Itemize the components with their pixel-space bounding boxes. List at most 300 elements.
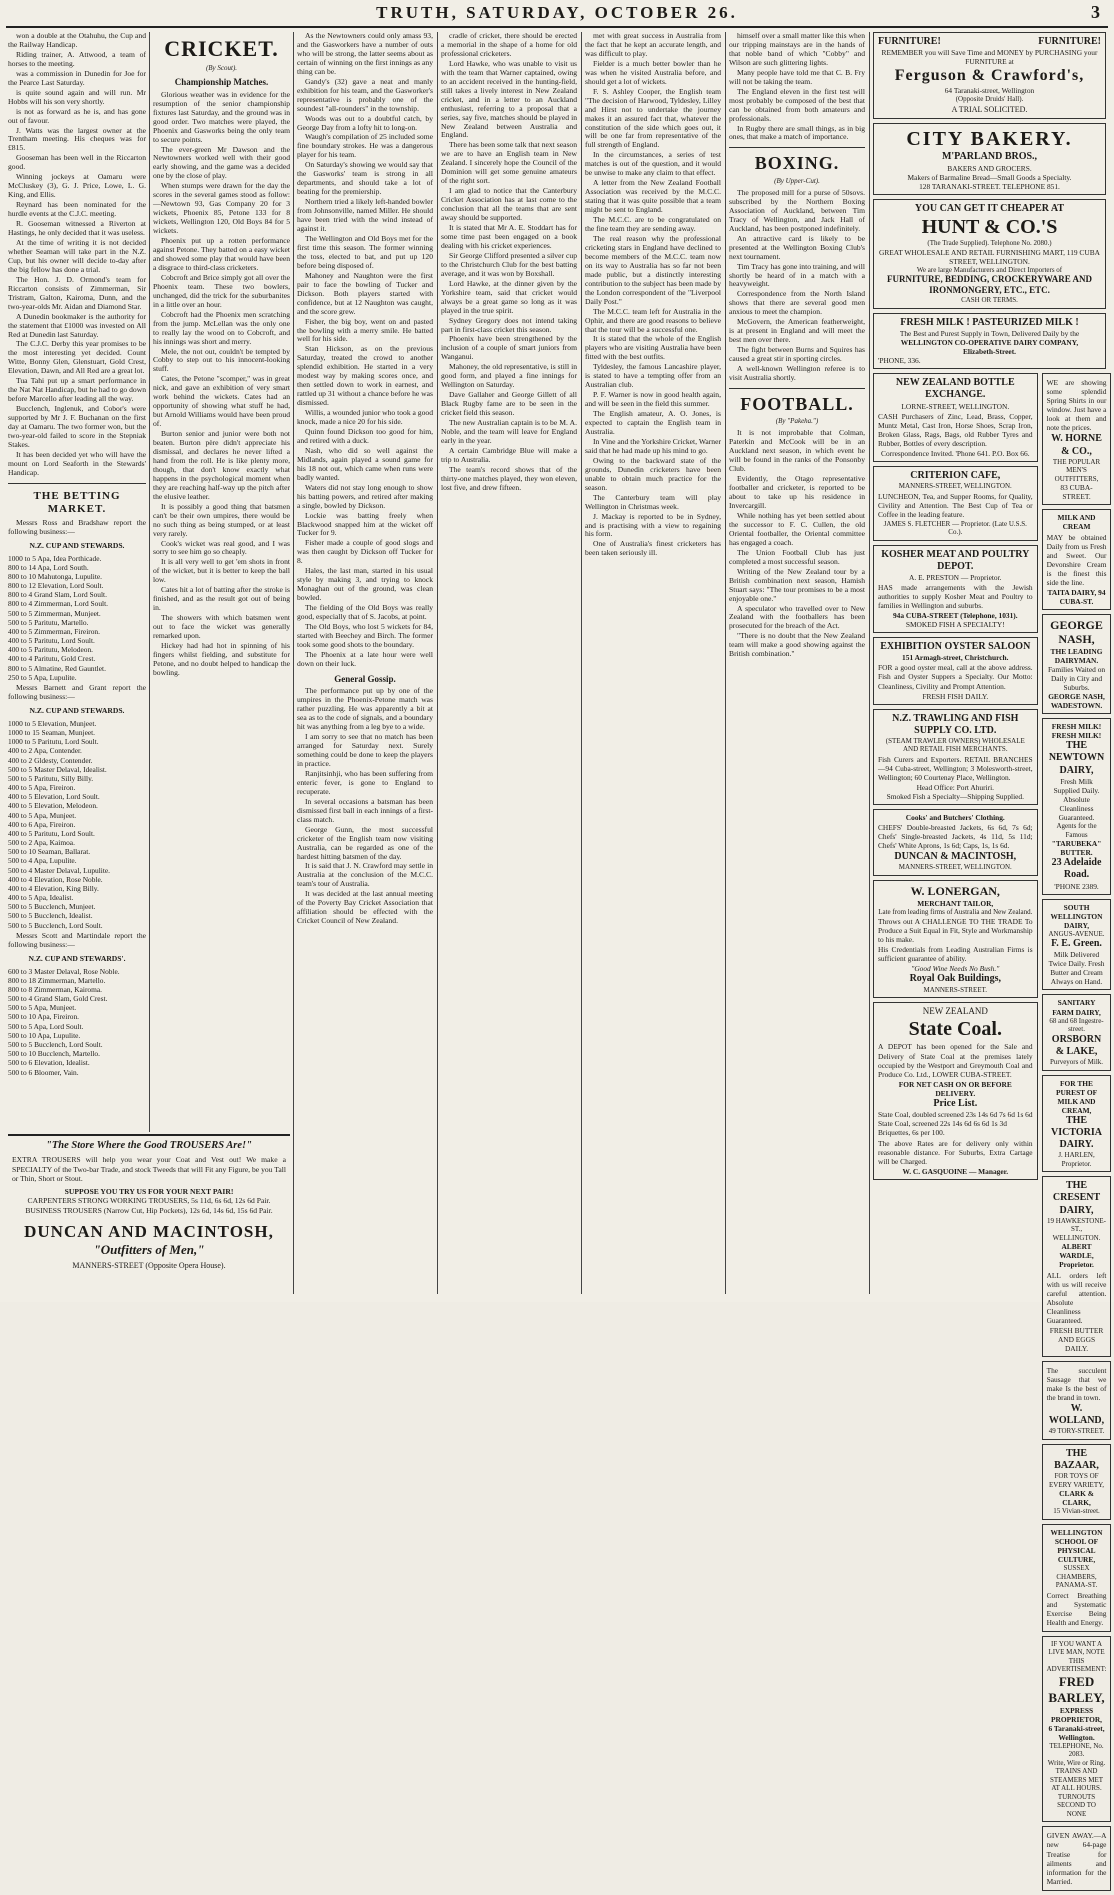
- article-paragraph: It is stated that the whole of the English players who are visiting Australia have been fitted with the best outfits.: [585, 334, 721, 362]
- article-paragraph: Fisher, the big boy, went on and pasted the bowling with a merry smile. He batted well for his side.: [297, 316, 433, 344]
- list-item: 500 to 6 Elevation, Idealist.: [8, 1058, 90, 1068]
- trawling-office: Head Office: Port Ahuriri.: [916, 783, 995, 793]
- column-cricket-continued: [297, 32, 433, 1294]
- milk-cream-advert: [1042, 509, 1112, 609]
- tarubeka: "TARUBEKA" BUTTER.: [1051, 839, 1102, 858]
- article-paragraph: Mele, the not out, couldn't be tempted by Cobby to step out to his innocent-looking stuff.: [153, 346, 290, 374]
- hunt-terms: CASH OR TERMS.: [961, 296, 1018, 305]
- cricket-title: CRICKET.: [164, 36, 279, 61]
- divider: [729, 388, 865, 389]
- list-item: 400 to 5 Apa, Fireiron.: [8, 783, 76, 793]
- bottle-exchange-name: NEW ZEALAND BOTTLE EXCHANGE.: [895, 377, 1015, 401]
- bottle-exchange-advert: [873, 373, 1038, 462]
- tarubeka-phone: 'PHONE 2389.: [1054, 881, 1099, 891]
- article-paragraph: A well-known Wellington referee is to visit Australia shortly.: [729, 364, 865, 382]
- swd-address: ANGUS-AVENUE.: [1048, 929, 1105, 938]
- milk-body: The Best and Purest Supply in Town, Delivered Daily by the: [899, 329, 1080, 339]
- boxing-byline: (By Upper-Cut).: [774, 176, 820, 185]
- horne-advert: [1042, 373, 1112, 505]
- criterion-cafe-advert: [873, 466, 1038, 541]
- article-paragraph: Cook's wicket was real good, and I was sorry to see him go so cheaply.: [153, 538, 290, 557]
- article-paragraph: Hales, the last man, started in his usual style by making 3, and trying to knock Monaghan out of the ground, was clean bowled.: [297, 566, 433, 603]
- list-item: 400 to 5 Elevation, Lord Soult.: [8, 792, 100, 802]
- list-item: 800 to 4 Grand Slam, Lord Soult.: [8, 590, 107, 600]
- list-item: 500 to 10 Apa, Lupulite.: [8, 1030, 81, 1040]
- cooks-address: MANNERS-STREET, WELLINGTON.: [898, 863, 1012, 872]
- article-paragraph: As the Newtowners could only amass 93, and the Gasworkers have a number of outs who will be strong, the latter seems about as certain of winning on the first innings as any thing can be.: [297, 31, 433, 76]
- article-paragraph: A speculator who travelled over to New Zealand with the footballers has been prosecuted for the breach of the Act.: [729, 603, 865, 631]
- list-item: 400 to 2 Gldesty, Contender.: [8, 755, 93, 765]
- lonergan-subtitle: Late from leading firms of Australia and New Zealand.: [878, 907, 1033, 916]
- bottle-exchange-address: LORNE-STREET, WELLINGTON.: [901, 401, 1010, 411]
- article-paragraph: R. Gooseman witnessed a Riverton at Hastings, he only decided that it was useless.: [8, 219, 146, 238]
- article-paragraph: The Phoenix at a late hour were well down on their luck.: [297, 649, 433, 668]
- list-item: 800 to 12 Elevation, Lord Soult.: [8, 581, 104, 591]
- trousers-firm: DUNCAN AND MACINTOSH,: [24, 1222, 274, 1242]
- lonergan-motto: "Good Wine Needs No Bush.": [911, 964, 1000, 974]
- list-item: 1000 to 5 Elevation, Munjeet.: [8, 718, 97, 728]
- article-paragraph: Fielder is a much better bowler than he was when he visited Australia before, and should get a lot of wickets.: [585, 58, 721, 86]
- article-paragraph: Mahoney and Naughton were the first pair to face the bowling of Tucker and Dickson. Both players started with confidence, but at 12 Naughton was caught, and the score grew.: [297, 270, 433, 316]
- column-advertisements: [873, 32, 1107, 1886]
- cooks-body: CHEFS' Double-breasted Jackets, 6s 6d, 7s 6d; Chefs' Single-breasted Jackets, 4s 11d, 5s 11d; Chefs' White Aprons, 1s 6d; Caps, 1s, 1s 6d.: [878, 823, 1033, 851]
- cricket-subtitle: Championship Matches.: [174, 77, 269, 88]
- betting-intro: Messrs Barnett and Grant report the following business:—: [8, 682, 146, 701]
- list-item: 800 to 5 Almatine, Red Gauntlet.: [8, 663, 106, 673]
- list-item: 500 to 5 Bucclench, Munjeet.: [8, 902, 96, 912]
- swd-owner: F. E. Green.: [1051, 938, 1102, 950]
- list-item: 500 to 5 Apa, Munjeet.: [8, 1003, 77, 1013]
- bazaar-advert: [1042, 1444, 1112, 1520]
- crescent-dairy-advert: [1042, 1176, 1112, 1357]
- crescent-eggs: FRESH BUTTER AND EGGS DAILY.: [1049, 1325, 1104, 1353]
- oyster-saloon-advert: [873, 637, 1038, 704]
- furniture-heading: FURNITURE!: [1038, 36, 1101, 47]
- bakery-description: Makers of Barmaline Bread—Small Goods a Specialty.: [907, 172, 1072, 182]
- barley-phone: TELEPHONE, No. 2083.: [1049, 1741, 1104, 1759]
- article-paragraph: It is possibly a good thing that batsmen can't be their own umpires, there would be no such thing as being stumped, or at least very rarely.: [153, 501, 290, 538]
- article-paragraph: It has been decided yet who will have the mount on Lord Seaforth in the Stewards' Handicap.: [8, 449, 146, 477]
- article-paragraph: Burton senior and junior were both not beaten. Burton père didn't appreciate his dismissal, and declares he never lifted a hand from the roll. He is like plenty more, though, that don't know exactly what happens in the psychological moment when they are reaching half-way up the pitch after the elusive leather.: [153, 429, 290, 501]
- article-paragraph: Fisher made a couple of good slogs and was then caught by Dickson off Tucker for 8.: [297, 538, 433, 566]
- boxing-title: BOXING.: [754, 153, 840, 174]
- article-paragraph: When stumps were drawn for the day the scores in the several games stood as follow:—Newtown 93, Gas Company 20 for 3 wickets, Phoenix 85, Petone 133 for 8 wickets, Wellington 120, Old Boys 84 for 5 wickets.: [153, 181, 290, 236]
- column-rule: [581, 32, 582, 1294]
- article-paragraph: F. S. Ashley Cooper, the English team "The decision of Harwood, Tyldesley, Lilley and Hirst not to undertake the journey makes it an assured fact that, whatever the constitution of the side which goes out, it will be one far from representative of the full strength of England.: [585, 86, 721, 150]
- oyster-fresh: FRESH FISH DAILY.: [922, 691, 989, 701]
- list-item: 400 to 6 Apa, Fireiron.: [8, 819, 76, 829]
- coal-manager: W. C. GASQUOINE — Manager.: [902, 1167, 1009, 1177]
- list-item: 800 to 4 Zimmerman, Lord Soult.: [8, 599, 108, 609]
- lonergan-name: W. LONERGAN,: [910, 884, 1000, 899]
- coal-price-list: [878, 1110, 1033, 1138]
- oyster-name: EXHIBITION OYSTER SALOON: [880, 641, 1031, 653]
- sanitary-dairy-advert: [1042, 994, 1112, 1070]
- furniture-opposite: (Opposite Druids' Hall).: [955, 94, 1024, 103]
- trial-solicited: A TRIAL SOLICITED.: [951, 105, 1028, 115]
- list-item: 400 to 2 Apa, Contender.: [8, 746, 82, 756]
- furniture-address: 64 Taranaki-street, Wellington: [944, 85, 1035, 95]
- milk-cream-heading: MILK AND CREAM: [1057, 513, 1096, 532]
- city-bakery-advert: [873, 123, 1106, 195]
- criterion-body: LUNCHEON, Tea, and Supper Rooms, for Quality, Civility and Attention. The Best Cup of Tea or Coffee in the leading feature.: [878, 491, 1033, 519]
- victoria-dairy-advert: [1042, 1075, 1112, 1173]
- trawling-smoked: Smoked Fish a Specialty—Shipping Supplied.: [886, 792, 1024, 802]
- article-paragraph: The proposed mill for a purse of 50sovs. subscribed by the Northern Boxing Association of Auckland, between Tim Tracy of Wellington, and Jack Hall of Auckland, has been postponed indefinitely.: [729, 187, 865, 233]
- hunt-trade: (The Trade Supplied). Telephone No. 2080.): [927, 239, 1052, 248]
- crescent-address: 19 HAWKESTONE-ST., WELLINGTON.: [1047, 1216, 1107, 1242]
- article-paragraph: It was decided at the last annual meeting of the Poverty Bay Cricket Association that affiliation should be effected with the Cricket Council of New Zealand.: [297, 889, 433, 926]
- article-paragraph: On Saturday's showing we would say that the Gasworks' team is strong in all departments, and should take a lot of beating for the premiership.: [297, 160, 433, 197]
- article-paragraph: Writing of the New Zealand tour by a British combination next season, Hamish Stuart says: "The tour promises to be a most enjoyable one.": [729, 566, 865, 603]
- article-paragraph: Tua Tahi put up a smart performance in the Nat Nat Handicap, but he had to go down before Marcello after leading all the way.: [8, 376, 146, 404]
- victoria-owner: J. HARLEN, Proprietor.: [1058, 1151, 1095, 1168]
- sanitary-name: SANITARY FARM DAIRY,: [1052, 998, 1101, 1017]
- school-name: WELLINGTON SCHOOL OF PHYSICAL CULTURE,: [1050, 1527, 1103, 1564]
- list-item: 400 to 5 Elevation, Melodeon.: [8, 801, 98, 811]
- list-item: 400 to 4 Paritutu, Gold Crest.: [8, 654, 96, 664]
- article-paragraph: Sir George Clifford presented a silver cup to the Christchurch Club for the best batting average, and it was won by Boxshall.: [441, 250, 577, 278]
- bazaar-firm: CLARK & CLARK,: [1059, 1489, 1094, 1508]
- bakery-name: CITY BAKERY.: [906, 128, 1073, 151]
- article-paragraph: The M.C.C. are to be congratulated on the fine team they are sending away.: [585, 215, 721, 234]
- cooks-firm: DUNCAN & MACINTOSH,: [894, 851, 1017, 863]
- article-paragraph: Ranjitsinhji, who has been suffering from enteric fever, is gone to England to recuperate.: [297, 768, 433, 796]
- article-paragraph: The showers with which batsmen went out to face the wicket was generally remarked upon.: [153, 613, 290, 641]
- masthead: TRUTH, SATURDAY, OCTOBER 26.: [376, 3, 738, 22]
- ads-left-stack: [873, 373, 1038, 1894]
- kosher-name: KOSHER MEAT AND POULTRY DEPOT.: [881, 548, 1030, 572]
- horne-subtitle: THE POPULAR MEN'S OUTFITTERS,: [1052, 457, 1101, 483]
- lonergan-advert: [873, 880, 1038, 998]
- lonergan-trade: MERCHANT TAILOR,: [917, 898, 994, 908]
- article-paragraph: In Vine and the Yorkshire Cricket, Warner said that he had made up his mind to go.: [585, 436, 721, 455]
- article-paragraph: It is not improbable that Colman, Paterkin and McCook will be in an Auckland next season, in which event he will be found in the ranks of the Ponsonby Club.: [729, 428, 865, 474]
- royal-oak-address: MANNERS-STREET.: [923, 985, 988, 994]
- nash-body: Families Waited on Daily in City and Suburbs.: [1047, 665, 1106, 693]
- milk-heading: FRESH MILK ! PASTEURIZED MILK !: [900, 316, 1079, 328]
- list-item: 400 to 5 Paritutu, Melodeon.: [8, 645, 93, 655]
- barley-turnouts: TURNOUTS SECOND TO NONE: [1057, 1792, 1096, 1818]
- article-paragraph: Riding trainer, A. Attwood, a team of horses to the meeting.: [8, 49, 146, 68]
- article-paragraph: A certain Cambridge Blue will make a trip to Australia.: [441, 445, 577, 464]
- coal-price-title: Price List.: [933, 1097, 978, 1109]
- school-body: Correct Breathing and Systematic Exercise Being Health and Energy.: [1046, 1590, 1107, 1627]
- list-item: State Coal, doubled screened 23s 14s 6d 7s 6d 1s 6d: [878, 1109, 1033, 1119]
- english-team-notes: [585, 32, 721, 558]
- kosher-smoked: SMOKED FISH A SPECIALTY!: [905, 620, 1005, 630]
- list-item: Briquettes, 6s per 100.: [878, 1128, 945, 1138]
- article-paragraph: A Dunedin bookmaker is the authority for the statement that £1000 was invested on All Red at Dunedin last Saturday.: [8, 311, 146, 339]
- article-paragraph: Cobcroft and Brice simply got all over the Phoenix team. These two bowlers, unchanged, did the trick for the suburbanites in a little over an hour.: [153, 272, 290, 309]
- article-paragraph: A letter from the New Zealand Football Association was received by the M.C.C. stating that it was quite possible that a team might be sent to England.: [585, 178, 721, 215]
- list-item: 600 to 3 Master Delaval, Rose Noble.: [8, 966, 120, 976]
- horne-address: 83 CUBA-STREET.: [1060, 483, 1093, 502]
- nash-name: GEORGE NASH,: [1050, 617, 1103, 647]
- state-coal-advert: [873, 1002, 1038, 1180]
- article-paragraph: It is stated that Mr A. E. Stoddart has for some time past been engaged on a book dealing with his cricket experiences.: [441, 223, 577, 250]
- article-paragraph: Quinn found Dickson too good for him, and retired with a duck.: [297, 426, 433, 445]
- football-body: [729, 429, 865, 659]
- oyster-body: FOR a good oyster meal, call at the above address. Fish and Oyster Suppers a Specialty. Our Motto: Cleanliness, Civility and Prompt Attention.: [878, 663, 1033, 691]
- article-paragraph: Woods was out to a doubtful catch, by George Day from a lofty hit to long-on.: [297, 113, 433, 132]
- barley-subtitle: EXPRESS PROPRIETOR,: [1051, 1705, 1103, 1724]
- list-item: 500 to 10 Bucclench, Martello.: [8, 1049, 100, 1059]
- criterion-name: CRITERION CAFE,: [910, 469, 1001, 481]
- list-item: 500 to 10 Seaman, Ballarat.: [8, 847, 91, 857]
- betting-list: [8, 719, 146, 930]
- article-paragraph: The fight between Burns and Squires has caused a great stir in sporting circles.: [729, 345, 865, 364]
- article-paragraph: Nash, who did so well against the Midlands, again played a sound game for his 18 not out, which came when runs were badly wanted.: [297, 445, 433, 482]
- betting-intro: Messrs Scott and Martindale report the following business:—: [8, 930, 146, 949]
- article-paragraph: is quite sound again and will run. Mr Hobbs will his son very shortly.: [8, 87, 146, 106]
- barley-address: 6 Taranaki-street, Wellington.: [1048, 1723, 1105, 1742]
- article-paragraph: The M.C.C. team left for Australia in the Ophir, and there are good reasons to believe that the tour will be a successful one.: [585, 306, 721, 334]
- article-paragraph: J. Watts was the largest owner at the Trentham meeting. His cheques was for £815.: [8, 125, 146, 153]
- bottle-exchange-body: CASH Purchasers of Zinc, Lead, Brass, Copper, Muntz Metal, Cast Iron, Horse Shoes, Scrap Iron, Broken Glass, Rags, Bags, old Rubber Tyres and Rubber, Bottles of every description.: [878, 411, 1033, 448]
- bazaar-name: THE BAZAAR,: [1054, 1447, 1099, 1472]
- article-paragraph: Sydney Gregory does not intend taking part in first-class cricket this season.: [441, 315, 577, 334]
- barley-write: Write, Wire or Ring.: [1047, 1758, 1106, 1767]
- list-item: 500 to 5 Bucclench, Lord Soult.: [8, 1040, 103, 1049]
- list-item: 500 to 4 Master Delaval, Lupulite.: [8, 865, 111, 875]
- milk-phone: 'PHONE, 336.: [878, 356, 921, 366]
- list-item: 400 to 5 Apa, Idealist.: [8, 893, 74, 903]
- cooks-clothing-advert: [873, 809, 1038, 876]
- physical-culture-advert: [1042, 1524, 1112, 1632]
- article-paragraph: Gandy's (32) gave a neat and manly exhibition for his team, and the Gasworker's representative is probably one of the soundest "all-rounders" in the township.: [297, 76, 433, 113]
- milk-cream-body: MAY be obtained Daily from us Fresh and Sweet. Our Devonshire Cream is the finest this side the line.: [1046, 532, 1107, 587]
- article-paragraph: Dave Gallaher and George Gillett of all Black Rugby fame are to be seen in the cricket field this season.: [441, 390, 577, 418]
- list-item: 800 to 8 Zimmerman, Kairoma.: [8, 984, 103, 994]
- article-paragraph: The real reason why the professional cricketing stars in England have declined to become members of the M.C.C. team now on its way to Australia has so far not been made public, but a distinctly interesting contribution to the subject has been made by the London correspondent of the "Liverpool Daily Post.": [585, 233, 721, 306]
- list-item: 500 to 6 Bloomer, Vain.: [8, 1067, 79, 1077]
- column-cricket-gossip: [441, 32, 577, 1294]
- article-paragraph: Glorious weather was in evidence for the resumption of the senior championship fixtures last Saturday, and the ground was in good order. Two matches were played, the Phoenix and Gasworks being the only team to secure points.: [153, 89, 290, 144]
- article-paragraph: Phoenix have been strengthened by the inclusion of a couple of smart juniors from Wanganui.: [441, 334, 577, 362]
- furniture-advert: [873, 32, 1106, 119]
- column-rule: [149, 32, 150, 1132]
- betting-title: THE BETTING MARKET.: [33, 489, 121, 515]
- wolland-address: 49 TORY-STREET.: [1048, 1427, 1105, 1436]
- barley-trains: TRAINS AND STEAMERS MET AT ALL HOURS.: [1049, 1767, 1104, 1793]
- betting-section: N.Z. CUP AND STEWARDS.: [29, 540, 125, 550]
- article-paragraph: The Union Football Club has just completed a most successful season.: [729, 547, 865, 566]
- list-item: 1000 to 5 Apa, Idea Porthicade.: [8, 553, 102, 563]
- article-paragraph: "There is no doubt that the New Zealand team will make a good showing against the British combination.": [729, 631, 865, 659]
- article-paragraph: is not as forward as he is, and has gone out of favour.: [8, 106, 146, 125]
- betting-section: N.Z. CUP AND STEWARDS'.: [28, 953, 126, 963]
- column-cricket: [153, 32, 290, 1130]
- ads-right-stack: [1042, 373, 1112, 1894]
- list-item: State Coal, screened 22s 14s 6d 6s 6d 1s 3d: [878, 1119, 1007, 1129]
- purest-heading: FOR THE PUREST OF MILK AND CREAM,: [1055, 1078, 1098, 1115]
- hunt-goods: FURNITURE, BEDDING, CROCKERYWARE AND IRONMONGERY, ETC., ETC.: [887, 274, 1092, 296]
- list-item: 400 to 4 Elevation, King Billy.: [8, 883, 99, 893]
- football-byline: (By "Pakeha."): [775, 417, 819, 426]
- list-item: 500 to 5 Paritutu, Martello.: [8, 617, 89, 627]
- coal-terms: FOR NET CASH ON OR BEFORE DELIVERY.: [898, 1079, 1012, 1098]
- coal-name: State Coal.: [908, 1018, 1002, 1041]
- article-paragraph: Tyldesley, the famous Lancashire player, is stated to have a tempting offer from an Australian club.: [585, 362, 721, 390]
- article-paragraph: Winning jockeys at Oamaru were McCluskey (3), G. J. Price, Lowe, L. G. King, and Ellis.: [8, 172, 146, 200]
- list-item: 500 to 4 Apa, Lupulite.: [8, 856, 77, 866]
- trawling-advert: [873, 709, 1038, 806]
- bazaar-subtitle: FOR TOYS OF EVERY VARIETY,: [1049, 1472, 1105, 1489]
- article-paragraph: cradle of cricket, there should be erected a memorial in the shape of a home for old professional cricketers.: [441, 31, 577, 58]
- cricket-body: [153, 91, 290, 678]
- crescent-name: THE CRESENT DAIRY,: [1052, 1180, 1101, 1216]
- coal-body: A DEPOT has been opened for the Sale and Delivery of State Coal at the premises lately occupied by the Westport and Greymouth Coal and Produce Co. Ltd., LOWER CUBA-STREET.: [878, 1042, 1033, 1079]
- column-english-team: [585, 32, 721, 1294]
- article-paragraph: In the circumstances, a series of test matches is out of the question, and it would be unwise to make any claim to that effect.: [585, 150, 721, 178]
- article-paragraph: One of Australia's finest cricketers has been taken seriously ill.: [585, 539, 721, 558]
- furniture-firm: Ferguson & Crawford's,: [894, 67, 1085, 85]
- article-paragraph: himself over a small matter like this when our tripping mainstays are in the hands of that noble band of which "Cobby" and Wilson are such glittering lights.: [729, 31, 865, 67]
- wolland-name: W. WOLLAND,: [1048, 1402, 1105, 1427]
- article-paragraph: Northern tried a likely left-handed bowler from Johnsonville, named Miller. He should have been tried with the wind instead of against it.: [297, 197, 433, 234]
- masthead-rule: [6, 26, 1108, 28]
- betting-list: [8, 967, 146, 1077]
- list-item: 400 to 4 Elevation, Rose Noble.: [8, 874, 103, 884]
- article-paragraph: The performance put up by one of the umpires in the Phoenix-Petone match was rather puzzling. He was apparently a bit at sea as to the code of signals, and a boundary hit was anything from a leg bye to a wide.: [297, 686, 433, 732]
- article-paragraph: There has been some talk that next season we are to have an English team in New Zealand. I sincerely hope the Council of the Dominion will get some genuine amateurs of the right sort.: [441, 140, 577, 186]
- article-paragraph: McGovern, the American featherweight, is at present in England and will meet the best men over there.: [729, 317, 865, 345]
- list-item: 500 to 5 Apa, Lord Soult.: [8, 1021, 84, 1031]
- betting-section: N.Z. CUP AND STEWARDS.: [29, 705, 125, 715]
- given-away-advert: [1042, 1826, 1112, 1890]
- article-paragraph: While nothing has yet been settled about the successor to F. C. Cullen, the old Oriental footballer, the Oriental committee has engaged a coach.: [729, 511, 865, 547]
- trousers-line: CARPENTERS STRONG WORKING TROUSERS, 5s 11d, 6s 6d, 12s 6d Pair.: [27, 1196, 271, 1206]
- fred-barley-advert: [1042, 1636, 1112, 1823]
- coal-note: The above Rates are for delivery only within reasonable distance. For Suburbs, Extra Cartage will be Charged.: [878, 1139, 1033, 1167]
- column-rule: [869, 32, 870, 1294]
- hunt-firm: HUNT & CO.'S: [921, 215, 1058, 238]
- article-paragraph: I am glad to notice that the Canterbury Cricket Association has at last come to the conclusion that all the teams that are sent away should be supported.: [441, 186, 577, 223]
- article-paragraph: Cates hit a lot of batting after the stroke is finished, and as the result got out of being in.: [153, 585, 290, 613]
- article-paragraph: In several occasions a batsman has been dismissed first ball in each innings of a first-class match.: [297, 796, 433, 824]
- kosher-advert: [873, 545, 1038, 634]
- tarubeka-subtitle: Agents for the Famous: [1056, 822, 1097, 839]
- sanitary-subtitle: Purveyors of Milk.: [1049, 1057, 1104, 1066]
- article-paragraph: The ever-green Mr Dawson and the Newtowners worked well with their good early showing, and the game was a decided one by the close of play.: [153, 144, 290, 181]
- hunt-heading: YOU CAN GET IT CHEAPER AT: [914, 202, 1065, 214]
- furniture-heading: FURNITURE!: [878, 36, 941, 47]
- victoria-name: THE VICTORIA DAIRY.: [1051, 1114, 1102, 1151]
- page-number: 3: [1091, 2, 1100, 22]
- swd-name: SOUTH WELLINGTON DAIRY,: [1050, 902, 1103, 930]
- oyster-address: 151 Armagh-street, Christchurch.: [902, 653, 1009, 663]
- column-rule: [725, 32, 726, 1294]
- milk-address: Elizabeth-Street.: [962, 347, 1017, 357]
- article-paragraph: won a double at the Otahuhu, the Cup and the Railway Handicap.: [8, 31, 146, 49]
- swd-body: Milk Delivered Twice Daily. Fresh Butter and Cream Always on Hand.: [1048, 950, 1105, 987]
- south-wellington-dairy-advert: [1042, 899, 1112, 991]
- sanitary-firm: ORSBORN & LAKE,: [1051, 1033, 1102, 1057]
- article-paragraph: The Hon. J. D. Ormond's team for Riccarton consists of Zimmerman, Sir Tristram, Galton, Kairoma, Dunn, and the two-year-olds Mr. Aidan and Diamond Star.: [8, 274, 146, 311]
- kosher-address: 94a CUBA-STREET (Telephone, 1031).: [892, 611, 1018, 621]
- list-item: 500 to 10 Apa, Fireiron.: [8, 1012, 80, 1022]
- article-paragraph: I am sorry to see that no match has been arranged for Saturday next. Surely something could be done to keep the players in practice.: [297, 732, 433, 768]
- bakery-owners: M'PARLAND BROS.,: [941, 151, 1038, 163]
- article-paragraph: Many people have told me that C. B. Fry will not be taking the team.: [729, 67, 865, 86]
- criterion-owner: JAMES S. FLETCHER — Proprietor. (Late U.S.S. Co.).: [883, 519, 1027, 537]
- criterion-address: MANNERS-STREET, WELLINGTON.: [898, 481, 1012, 490]
- article-paragraph: The English amateur, A. O. Jones, is expected to captain the English team in Australia.: [585, 409, 721, 436]
- article-paragraph: Hickey had had hot in spinning of his fingers whilst fielding, and substitute for Petone, and no doubt helped to handicap the bowling.: [153, 641, 290, 677]
- list-item: 500 to 5 Master Delaval, Idealist.: [8, 764, 107, 774]
- article-paragraph: was a commission in Dunedin for Joe for the Pearce Last Saturday.: [8, 68, 146, 87]
- kosher-owner: A. E. PRESTON — Proprietor.: [909, 573, 1002, 583]
- article-paragraph: Reynard has been nominated for the hurdle events at the C.J.C. meeting.: [8, 200, 146, 219]
- article-paragraph: Phoenix put up a rotten performance against Petone. They batted on a easy wicket and showed some play that would have been a disgrace to third-class cricketers.: [153, 236, 290, 272]
- list-item: 500 to 2 Apa, Kaimoa.: [8, 838, 75, 848]
- trousers-address: MANNERS-STREET (Opposite Opera House).: [72, 1260, 226, 1270]
- hunt-subheading: We are large Manufacturers and Direct Importers of: [916, 265, 1063, 274]
- cricket-notes: [297, 32, 433, 669]
- list-item: 1000 to 15 Seaman, Munjeet.: [8, 727, 96, 737]
- article-paragraph: J. Mackay is reported to be in Sydney, and is practising with a view to regaining his form.: [585, 511, 721, 539]
- article-paragraph: The Wellington and Old Boys met for the first time this season. The former winning the toss, elected to bat, and put up 120 before being disposed of.: [297, 233, 433, 270]
- article-paragraph: The Canterbury team will play Wellington in Christmas week.: [585, 492, 721, 511]
- trousers-headline: "The Store Where the Good TROUSERS Are!": [46, 1140, 252, 1151]
- wolland-advert: [1042, 1361, 1112, 1440]
- article-paragraph: The Old Boys, who lost 5 wickets for 84, started with Beechey and Birch. The former took some good shots to the boundary.: [297, 622, 433, 649]
- betting-list: [8, 554, 146, 682]
- article-paragraph: Gooseman has been well in the Riccarton good.: [8, 153, 146, 172]
- sanitary-address: 68 and 68 Ingestre-street.: [1049, 1016, 1104, 1034]
- bakery-address: 128 TARANAKI-STREET. TELEPHONE 851.: [919, 181, 1060, 191]
- list-item: 250 to 5 Apa, Lupulite.: [8, 672, 77, 682]
- newtown-name: THE NEWTOWN DAIRY,: [1048, 740, 1105, 776]
- bottle-exchange-contact: Correspondence Invited. 'Phone 641. P.O. Box 66.: [881, 448, 1030, 458]
- fresh-milk-advert: [873, 313, 1106, 369]
- lonergan-extra: His Credentials from Leading Australian Firms is sufficient guarantee of ability.: [878, 945, 1033, 964]
- list-item: 800 to 10 Mahutonga, Lupulite.: [8, 571, 103, 581]
- tarubeka-address: 23 Adelaide Road.: [1051, 857, 1102, 881]
- lonergan-body: Throws out A CHALLENGE TO THE TRADE To Produce a Suit Equal in Fit, Style and Workmanship to his make.: [878, 917, 1033, 945]
- trousers-tagline: "Outfitters of Men,": [93, 1242, 205, 1258]
- rugby-notes: [729, 32, 865, 142]
- newtown-heading: FRESH MILK! FRESH MILK!: [1051, 722, 1102, 741]
- football-title: FOOTBALL.: [740, 393, 854, 414]
- racing-notes: [8, 32, 146, 478]
- newtown-body: Fresh Milk Supplied Daily. Absolute Cleanliness Guaranteed.: [1053, 776, 1100, 822]
- coal-heading: NEW ZEALAND: [922, 1006, 988, 1017]
- trawling-body: Fish Curers and Exporters. RETAIL BRANCHES—94 Cuba-street, Wellington; 3 Molesworth-street, Wellington; 60 Courtenay Place, Wellington.: [878, 755, 1033, 783]
- gossip-body: [297, 687, 433, 926]
- list-item: 500 to 5 Bucclench, Idealist.: [8, 911, 93, 921]
- list-item: 500 to 5 Paritutu, Silly Billy.: [8, 773, 94, 783]
- article-paragraph: met with great success in Australia from the fact that he kept an accurate length, and was difficult to play.: [585, 31, 721, 58]
- article-paragraph: Lockie was batting freely when Blackwood snapped him at the wicket off Tucker for 9.: [297, 510, 433, 538]
- gossip-title: General Gossip.: [334, 673, 396, 684]
- list-item: 800 to 14 Apa, Lord South.: [8, 562, 89, 572]
- list-item: 400 to 5 Paritutu, Lord Soult.: [8, 828, 95, 838]
- bakery-trade: BAKERS AND GROCERS.: [947, 163, 1032, 173]
- horne-body: WE are showing some splendid Spring Shirts in our window. Just have a look at them and note the prices.: [1046, 378, 1107, 433]
- taita-dairy: TAITA DAIRY, 94 CUBA-ST.: [1047, 587, 1106, 606]
- cricket-byline: (By Scout).: [205, 63, 238, 72]
- list-item: 1000 to 5 Paritutu, Lord Soult.: [8, 737, 99, 747]
- hunt-address: GREAT WHOLESALE AND RETAIL FURNISHING MART, 119 CUBA STREET, WELLINGTON.: [879, 247, 1100, 266]
- article-paragraph: Cates, the Petone "scomper," was in great nick, and gave an exhibition of very smart work behind the wickets. Cates had an opportunity of showing what stuff he had, but Arnold Williams would have been proud of.: [153, 374, 290, 429]
- bazaar-address: 15 Vivian-street.: [1053, 1507, 1100, 1516]
- article-paragraph: Waters did not stay long enough to show his batting powers, and retired after making a single, bowled by Dickson.: [297, 482, 433, 510]
- article-paragraph: Mahoney, the old representative, is still in good form, and played a fine innings for Wellington on Saturday.: [441, 362, 577, 390]
- article-paragraph: Correspondence from the North Island shows that there are several good men anxious to meet the champion.: [729, 289, 865, 317]
- school-address: SUSSEX CHAMBERS, PANAMA-ST.: [1055, 1563, 1098, 1590]
